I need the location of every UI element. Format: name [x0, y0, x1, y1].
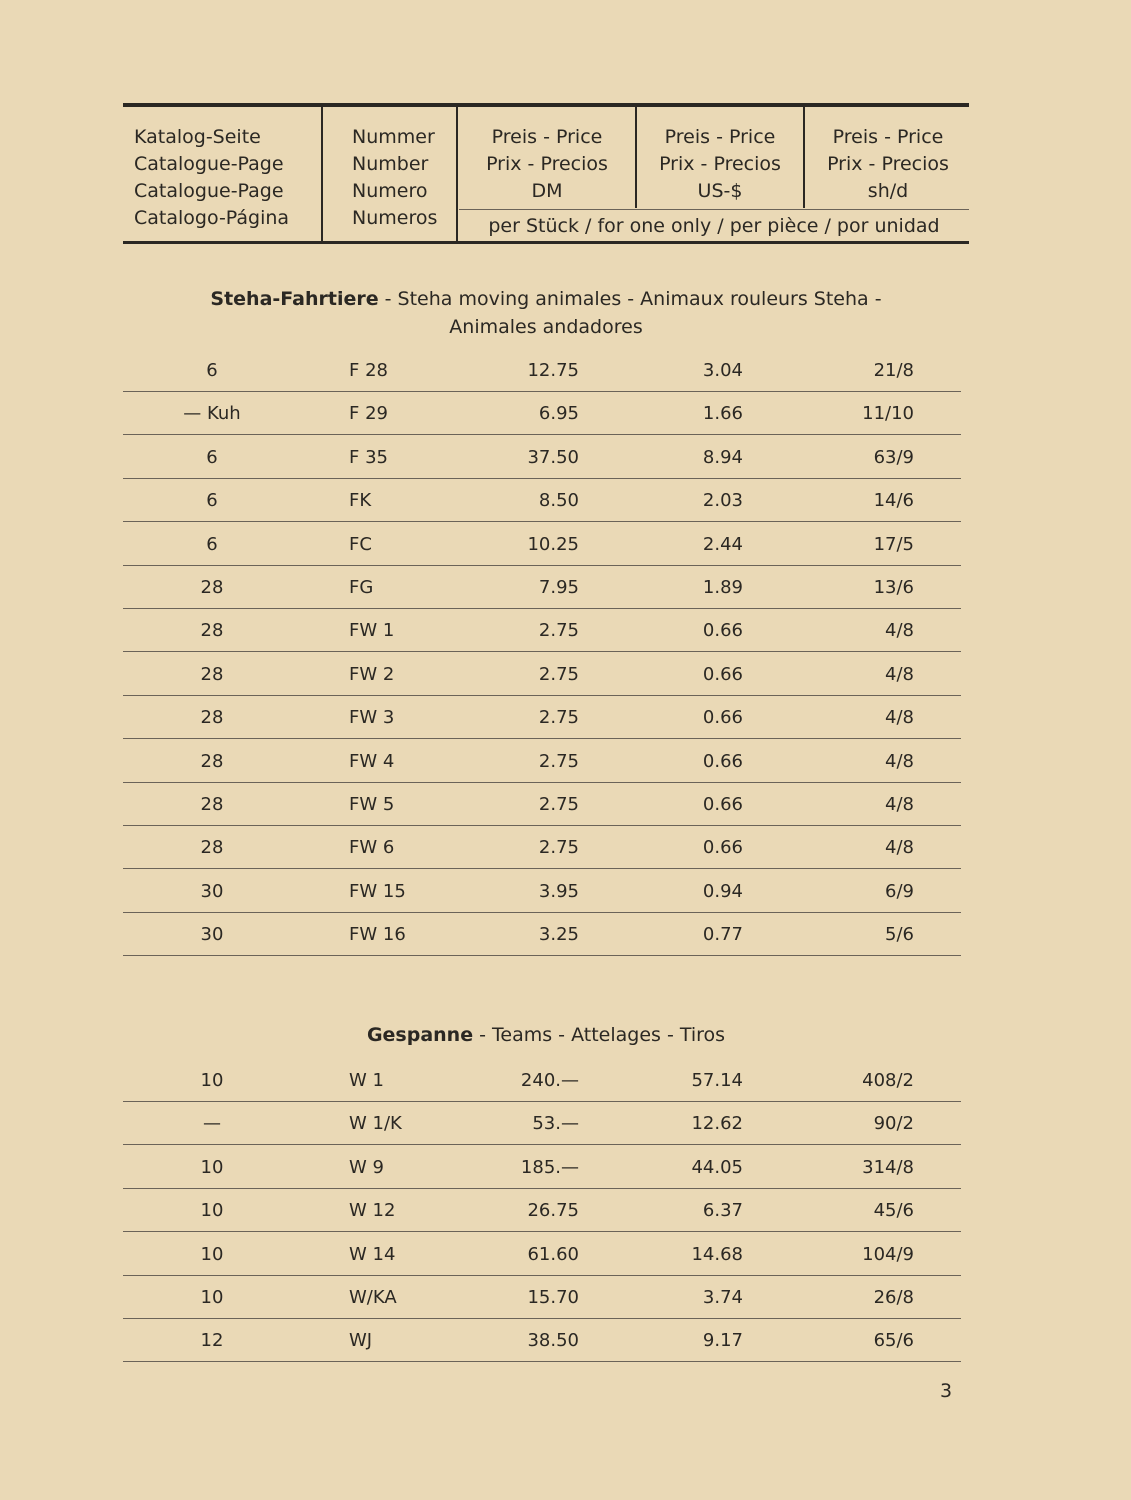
- price-shd-cell: 6/9: [885, 880, 914, 902]
- price-dm-cell: 3.25: [538, 924, 579, 946]
- item-number-cell: FC: [349, 533, 372, 555]
- header-text: sh/d: [867, 180, 909, 202]
- price-shd-cell: 4/8: [885, 707, 914, 729]
- header-divider: [456, 107, 458, 241]
- price-dm-cell: 2.75: [538, 837, 579, 859]
- header-text: Prix - Precios: [659, 153, 781, 175]
- price-usd-cell: 0.66: [702, 663, 743, 685]
- price-usd-cell: 0.66: [702, 750, 743, 772]
- price-dm-cell: 26.75: [527, 1200, 579, 1222]
- item-number-cell: W 14: [349, 1243, 396, 1265]
- item-number-cell: WJ: [349, 1330, 373, 1352]
- price-usd-cell: 44.05: [691, 1156, 743, 1178]
- table-row: [117, 349, 965, 392]
- price-shd-cell: 11/10: [862, 403, 914, 425]
- header-divider: [635, 107, 637, 208]
- section-title-moving-animals: [123, 285, 969, 341]
- price-shd-cell: 26/8: [873, 1287, 914, 1308]
- row-rule: [123, 955, 961, 956]
- price-shd-cell: 4/8: [885, 750, 914, 772]
- header-text: Catalogue-Page: [134, 153, 284, 175]
- catalog-page-cell: 6: [206, 490, 218, 512]
- catalog-page-cell: 10: [200, 1287, 224, 1308]
- catalog-page-cell: 28: [200, 707, 224, 729]
- price-usd-cell: 0.94: [702, 880, 743, 902]
- price-usd-cell: 9.17: [702, 1330, 743, 1352]
- table-row: [117, 1189, 965, 1232]
- section-title-teams: [123, 1021, 969, 1049]
- catalog-page-cell: 6: [206, 446, 218, 468]
- price-usd-cell: 2.03: [702, 490, 743, 512]
- catalog-page-cell: — Kuh: [183, 403, 241, 425]
- price-dm-cell: 15.70: [527, 1287, 579, 1308]
- price-shd-cell: 314/8: [862, 1156, 914, 1178]
- table-row: [117, 1276, 965, 1319]
- price-dm-cell: 7.95: [538, 577, 579, 598]
- price-usd-cell: 1.66: [702, 403, 743, 425]
- price-dm-cell: 61.60: [527, 1243, 579, 1265]
- header-bottom-rule: [123, 241, 969, 244]
- item-number-cell: W 12: [349, 1200, 396, 1222]
- catalog-page-cell: 28: [200, 577, 224, 598]
- table-row: [117, 653, 965, 696]
- header-number: [352, 124, 437, 232]
- table-row: [117, 913, 965, 956]
- item-number-cell: F 28: [349, 360, 388, 381]
- table-row: [117, 1319, 965, 1362]
- table-row: [117, 392, 965, 435]
- price-dm-cell: 8.50: [538, 490, 579, 512]
- header-catalog-page: [134, 124, 289, 232]
- price-dm-cell: 240.—: [520, 1070, 579, 1091]
- price-shd-cell: 65/6: [873, 1330, 914, 1352]
- header-text: Nummer: [352, 126, 435, 148]
- catalog-page-cell: 6: [206, 360, 218, 381]
- price-shd-cell: 63/9: [873, 446, 914, 468]
- table-row: [117, 696, 965, 739]
- header-text: Preis - Price: [664, 126, 776, 148]
- price-shd-cell: 17/5: [873, 533, 914, 555]
- header-text: US-$: [697, 180, 743, 202]
- price-usd-cell: 0.66: [702, 837, 743, 859]
- header-text: Preis - Price: [491, 126, 603, 148]
- price-usd-cell: 0.77: [702, 924, 743, 946]
- section-title-text: Animales andadores: [449, 316, 643, 338]
- item-number-cell: FG: [349, 577, 374, 598]
- table-row: [117, 1146, 965, 1189]
- price-dm-cell: 53.—: [532, 1113, 579, 1135]
- price-shd-cell: 5/6: [885, 924, 914, 946]
- item-number-cell: FW 6: [349, 837, 395, 859]
- table-row: [117, 609, 965, 652]
- table-row: [117, 1233, 965, 1276]
- price-shd-cell: 104/9: [862, 1243, 914, 1265]
- header-top-rule: [123, 103, 969, 107]
- price-usd-cell: 6.37: [702, 1200, 743, 1222]
- item-number-cell: W 1: [349, 1070, 384, 1091]
- catalog-page-cell: 10: [200, 1156, 224, 1178]
- table-row: [117, 870, 965, 913]
- price-dm-cell: 3.95: [538, 880, 579, 902]
- catalog-page-cell: 10: [200, 1243, 224, 1265]
- price-shd-cell: 90/2: [873, 1113, 914, 1135]
- catalog-page-cell: 28: [200, 794, 224, 815]
- header-text: Prix - Precios: [486, 153, 608, 175]
- page-number: 3: [940, 1380, 953, 1402]
- price-dm-cell: 2.75: [538, 794, 579, 815]
- header-price-shd: [807, 124, 969, 205]
- price-usd-cell: 0.66: [702, 620, 743, 642]
- header-text: Prix - Precios: [827, 153, 949, 175]
- header-text: Number: [352, 153, 429, 175]
- price-dm-cell: 2.75: [538, 620, 579, 642]
- catalog-page-cell: —: [203, 1113, 221, 1135]
- catalog-page-cell: 10: [200, 1070, 224, 1091]
- table-row: [117, 1059, 965, 1102]
- table-row: [117, 1102, 965, 1145]
- header-price-dm: [463, 124, 631, 205]
- header-text: Katalog-Seite: [134, 126, 261, 148]
- header-text: Catalogue-Page: [134, 180, 284, 202]
- table-row: [117, 566, 965, 609]
- catalog-page-cell: 28: [200, 663, 224, 685]
- per-unit-note: per Stück / for one only / per pièce / por unidad: [459, 209, 969, 240]
- section-title-bold: Gespanne: [366, 1024, 474, 1046]
- catalog-page-cell: 28: [200, 620, 224, 642]
- row-rule: [123, 1361, 961, 1362]
- price-dm-cell: 37.50: [527, 446, 579, 468]
- price-shd-cell: 13/6: [873, 577, 914, 598]
- price-usd-cell: 0.66: [702, 707, 743, 729]
- header-text: Numeros: [352, 207, 438, 229]
- table-row: [117, 783, 965, 826]
- price-shd-cell: 14/6: [873, 490, 914, 512]
- price-usd-cell: 14.68: [691, 1243, 743, 1265]
- catalog-page-cell: 12: [200, 1330, 224, 1352]
- header-text: Preis - Price: [832, 126, 944, 148]
- header-text: Catalogo-Página: [134, 207, 290, 229]
- item-number-cell: W 1/K: [349, 1113, 402, 1135]
- catalog-page-cell: 10: [200, 1200, 224, 1222]
- item-number-cell: FW 1: [349, 620, 395, 642]
- catalog-page-cell: 28: [200, 750, 224, 772]
- price-usd-cell: 1.89: [702, 577, 743, 598]
- table-row: [117, 479, 965, 522]
- header-divider: [803, 107, 805, 208]
- price-dm-cell: 185.—: [520, 1156, 579, 1178]
- price-usd-cell: 12.62: [691, 1113, 743, 1135]
- price-shd-cell: 21/8: [873, 360, 914, 381]
- item-number-cell: FK: [349, 490, 372, 512]
- item-number-cell: F 35: [349, 446, 388, 468]
- item-number-cell: FW 2: [349, 663, 395, 685]
- item-number-cell: W 9: [349, 1156, 384, 1178]
- table-row: [117, 436, 965, 479]
- price-shd-cell: 4/8: [885, 663, 914, 685]
- price-usd-cell: 3.74: [702, 1287, 743, 1308]
- price-shd-cell: 4/8: [885, 620, 914, 642]
- catalog-page-cell: 28: [200, 837, 224, 859]
- price-usd-cell: 2.44: [702, 533, 743, 555]
- table-row: [117, 826, 965, 869]
- section-title-text: - Teams - Attelages - Tiros: [473, 1024, 726, 1046]
- price-shd-cell: 45/6: [873, 1200, 914, 1222]
- price-dm-cell: 12.75: [527, 360, 579, 381]
- item-number-cell: FW 4: [349, 750, 395, 772]
- item-number-cell: W/KA: [349, 1287, 397, 1308]
- item-number-cell: F 29: [349, 403, 388, 425]
- price-usd-cell: 0.66: [702, 794, 743, 815]
- table-row: [117, 740, 965, 783]
- header-text: Numero: [352, 180, 428, 202]
- price-usd-cell: 8.94: [702, 446, 743, 468]
- item-number-cell: FW 5: [349, 794, 395, 815]
- price-usd-cell: 3.04: [702, 360, 743, 381]
- price-usd-cell: 57.14: [691, 1070, 743, 1091]
- price-dm-cell: 2.75: [538, 707, 579, 729]
- table-row: [117, 523, 965, 566]
- catalog-page-cell: 6: [206, 533, 218, 555]
- price-shd-cell: 4/8: [885, 837, 914, 859]
- price-dm-cell: 2.75: [538, 663, 579, 685]
- item-number-cell: FW 15: [349, 880, 406, 902]
- price-dm-cell: 10.25: [527, 533, 579, 555]
- price-shd-cell: 408/2: [862, 1070, 914, 1091]
- section-title-text: - Steha moving animales - Animaux rouleurs Steha -: [378, 288, 882, 310]
- catalog-page-cell: 30: [200, 924, 224, 946]
- header-price-usd: [639, 124, 801, 205]
- header-divider: [321, 107, 323, 241]
- price-dm-cell: 38.50: [527, 1330, 579, 1352]
- item-number-cell: FW 16: [349, 924, 406, 946]
- item-number-cell: FW 3: [349, 707, 395, 729]
- price-dm-cell: 2.75: [538, 750, 579, 772]
- price-shd-cell: 4/8: [885, 794, 914, 815]
- catalog-page-cell: 30: [200, 880, 224, 902]
- price-table-header: [123, 103, 969, 245]
- section-title-bold: Steha-Fahrtiere: [210, 288, 379, 310]
- price-dm-cell: 6.95: [538, 403, 579, 425]
- header-text: DM: [531, 180, 563, 202]
